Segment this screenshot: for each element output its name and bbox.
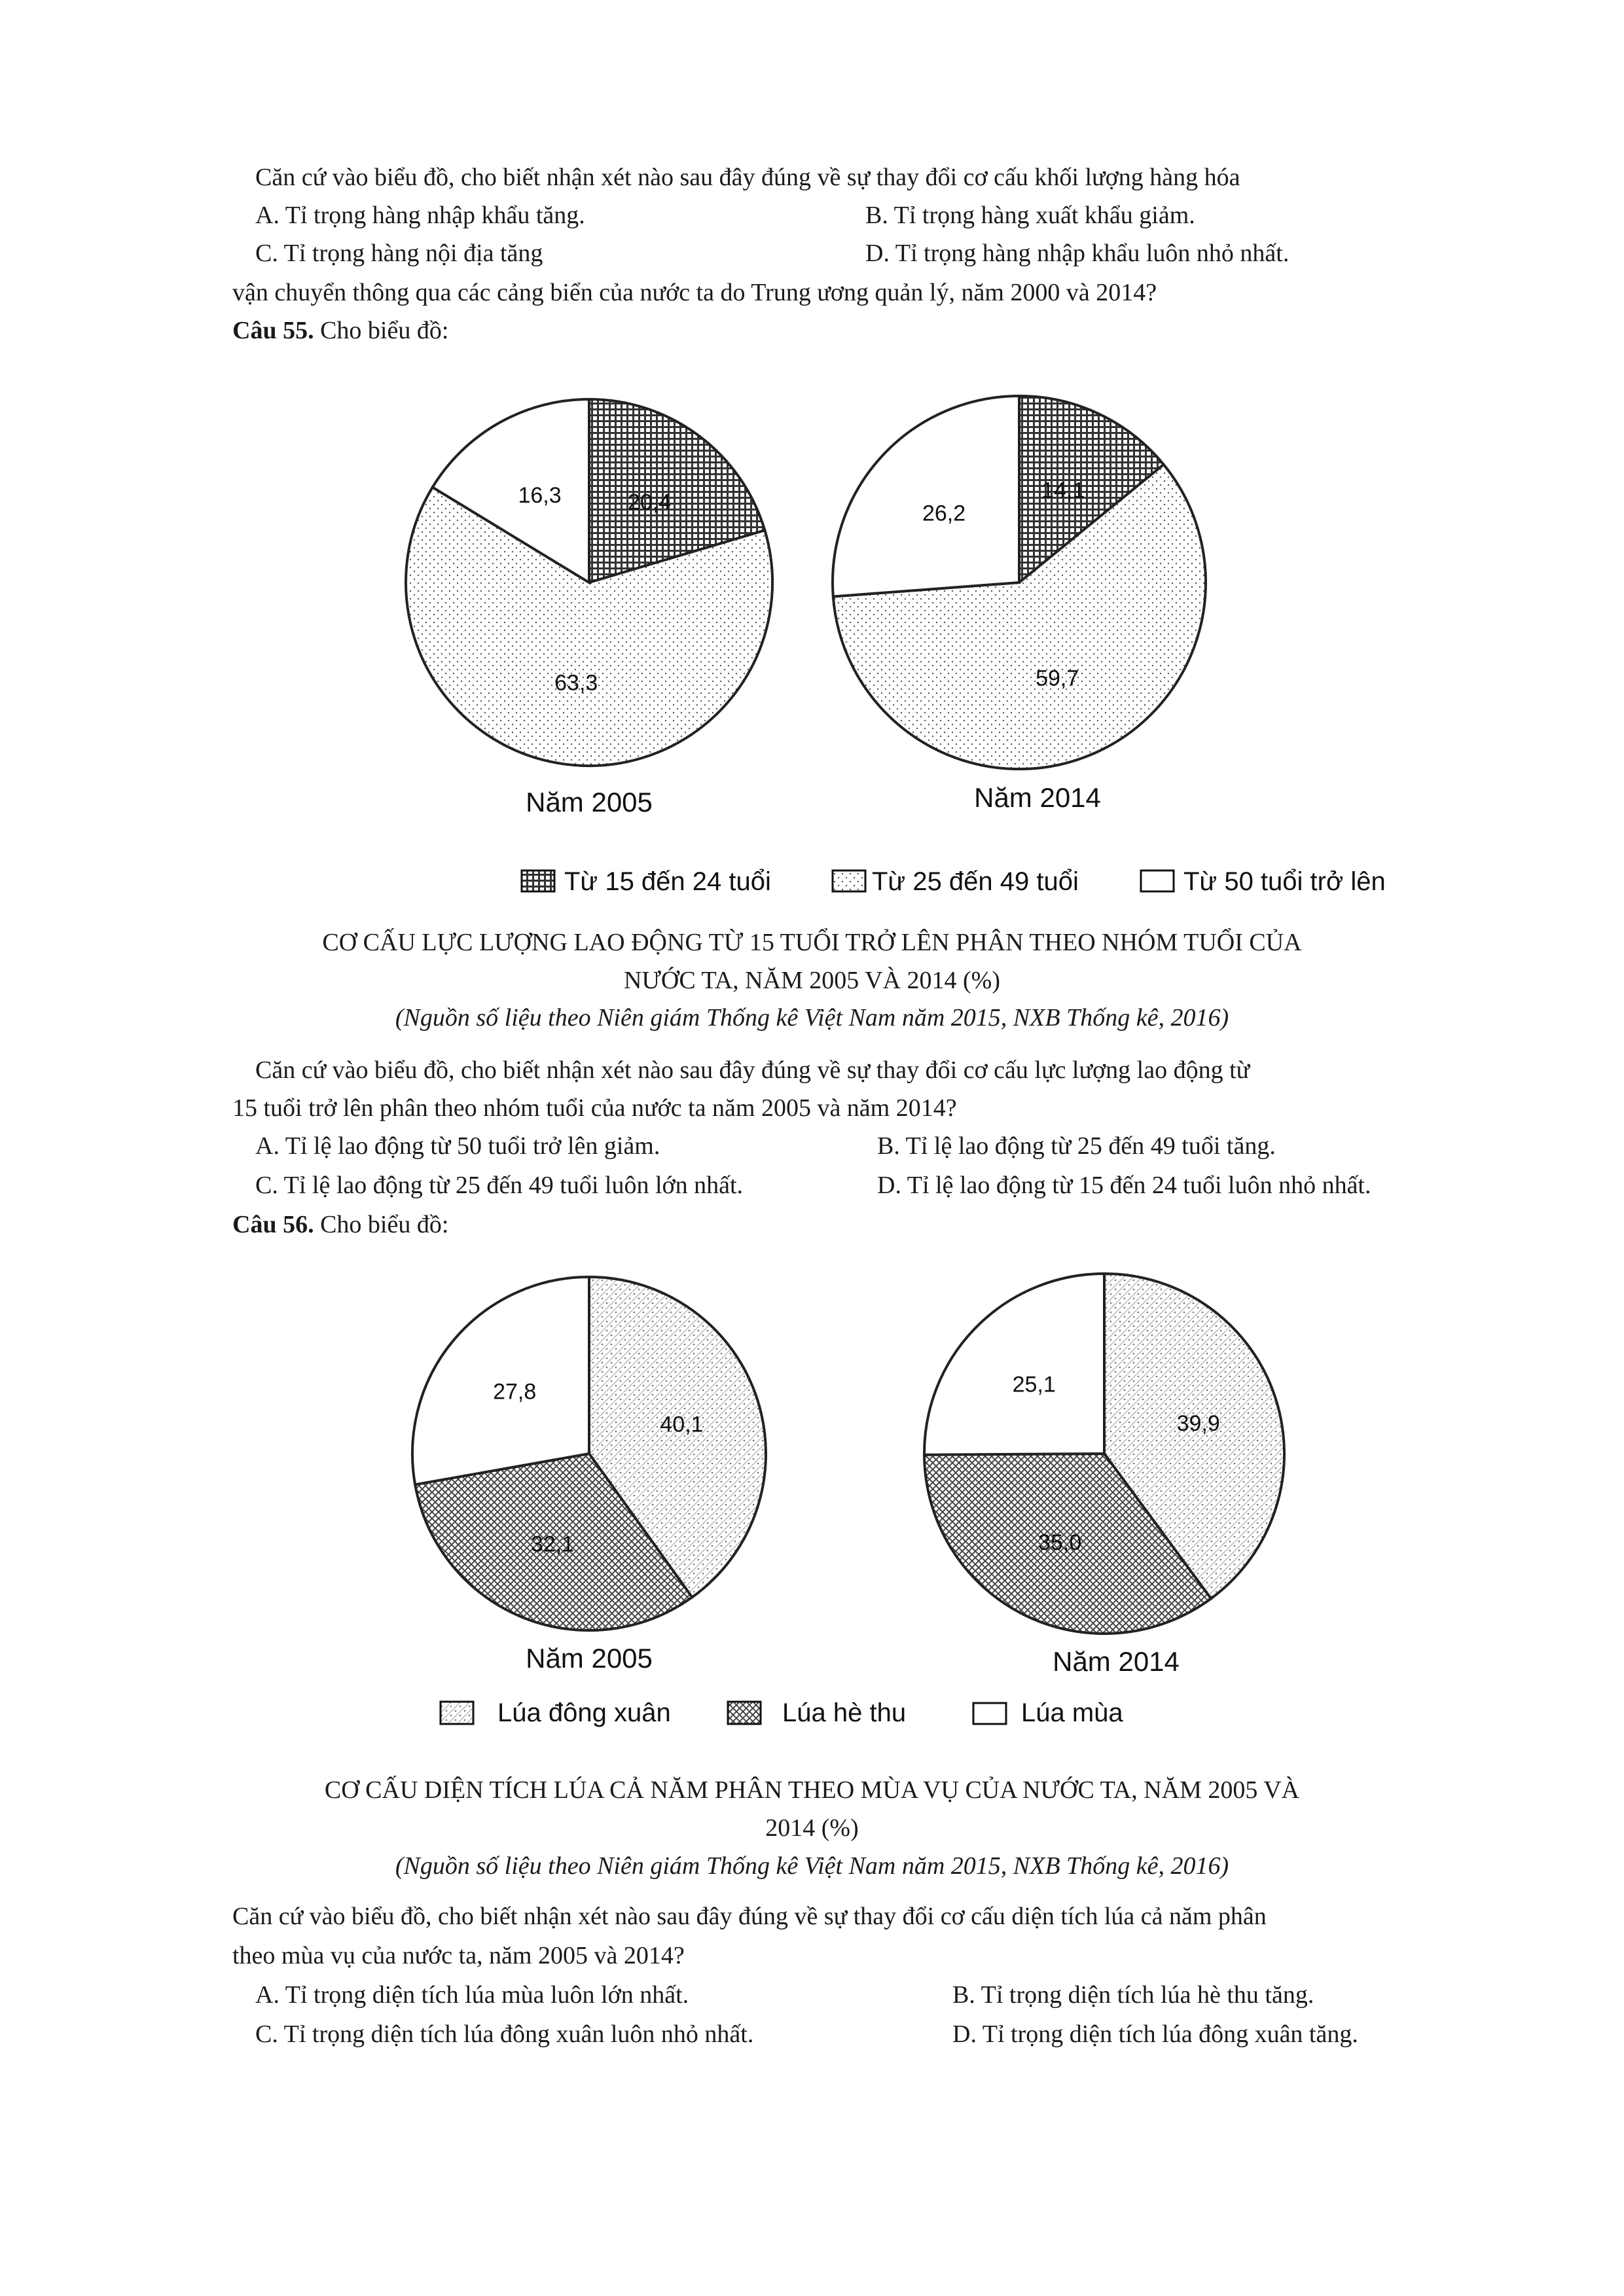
q56-2014-label-he-thu: 35,0	[1038, 1530, 1082, 1556]
legend-label-dong-xuan: Lúa đông xuân	[497, 1698, 671, 1727]
legend-label-15-24: Từ 15 đến 24 tuổi	[564, 867, 771, 896]
q56-pie-2014	[924, 1274, 1284, 1634]
q55-pie-2014	[833, 396, 1206, 769]
q55-option-b[interactable]: B. Tỉ lệ lao động từ 25 đến 49 tuổi tăng.	[877, 1132, 1276, 1160]
legend-swatch-dong-xuan	[441, 1702, 473, 1724]
q55-stem-line1: Căn cứ vào biểu đồ, cho biết nhận xét nào sau đây đúng về sự thay đổi cơ cấu lực lượng lao động từ	[255, 1056, 1250, 1084]
q56-source: (Nguồn số liệu theo Niên giám Thống kê Việt Nam năm 2015, NXB Thống kê, 2016)	[395, 1852, 1229, 1880]
q55-pie-2014-caption: Năm 2014	[974, 782, 1101, 813]
q56-option-c[interactable]: C. Tỉ trọng diện tích lúa đông xuân luôn nhỏ nhất.	[255, 2020, 754, 2048]
q55-option-a[interactable]: A. Tỉ lệ lao động từ 50 tuổi trở lên giảm.	[255, 1132, 660, 1160]
legend-swatch-15-24	[522, 870, 554, 891]
q55-stem-line2: 15 tuổi trở lên phân theo nhóm tuổi của nước ta năm 2005 và năm 2014?	[232, 1094, 957, 1122]
q56-option-a[interactable]: A. Tỉ trọng diện tích lúa mùa luôn lớn nhất.	[255, 1981, 689, 2009]
prev-option-b[interactable]: B. Tỉ trọng hàng xuất khẩu giảm.	[865, 202, 1195, 229]
prev-option-c[interactable]: C. Tỉ trọng hàng nội địa tăng	[255, 240, 543, 267]
q56-pie-2014-caption: Năm 2014	[1053, 1646, 1180, 1677]
q56-2014-slice-mua	[924, 1274, 1104, 1455]
prev-stem-line1: Căn cứ vào biểu đồ, cho biết nhận xét nào sau đây đúng về sự thay đổi cơ cấu khối lượng hàng hóa	[255, 164, 1240, 191]
q56-2014-label-dong-xuan: 39,9	[1176, 1410, 1220, 1436]
q55-title-line1: CƠ CẤU LỰC LƯỢNG LAO ĐỘNG TỪ 15 TUỔI TRỞ LÊN PHÂN THEO NHÓM TUỔI CỦA	[322, 929, 1302, 956]
q55-legend	[522, 867, 1386, 896]
q55-2014-label-50-plus: 26,2	[922, 501, 966, 526]
q56-option-b[interactable]: B. Tỉ trọng diện tích lúa hè thu tăng.	[952, 1981, 1314, 2009]
legend-label-50-plus: Từ 50 tuổi trở lên	[1183, 867, 1386, 896]
q56-2005-label-he-thu: 32,1	[530, 1532, 575, 1557]
q56-pie-2005-caption: Năm 2005	[526, 1643, 653, 1674]
q56-heading	[232, 1210, 448, 1240]
prev-option-d[interactable]: D. Tỉ trọng hàng nhập khẩu luôn nhỏ nhất.	[865, 240, 1290, 267]
q56-number: Câu 56.	[232, 1211, 314, 1238]
q55-option-d[interactable]: D. Tỉ lệ lao động từ 15 đến 24 tuổi luôn nhỏ nhất.	[877, 1172, 1371, 1199]
q56-pie-2005	[412, 1277, 766, 1630]
q56-legend	[441, 1698, 1123, 1727]
q55-2014-label-15-24: 14,1	[1041, 478, 1085, 503]
q55-pie-2005	[406, 399, 772, 766]
q55-number: Câu 55.	[232, 317, 314, 344]
legend-swatch-he-thu	[728, 1702, 761, 1724]
q55-2005-label-15-24: 20,4	[627, 490, 672, 515]
legend-swatch-25-49	[833, 870, 865, 891]
q56-chart	[0, 1257, 1624, 1767]
q55-title-line2: NƯỚC TA, NĂM 2005 VÀ 2014 (%)	[624, 967, 1000, 994]
q55-heading	[232, 315, 448, 346]
q55-chart	[0, 367, 1624, 916]
q55-2014-label-25-49: 59,7	[1036, 666, 1079, 691]
q56-title-line2: 2014 (%)	[765, 1814, 859, 1842]
q56-option-d[interactable]: D. Tỉ trọng diện tích lúa đông xuân tăng.	[952, 2020, 1358, 2048]
q55-2005-label-50-plus: 16,3	[518, 482, 562, 508]
q56-2005-label-dong-xuan: 40,1	[660, 1412, 704, 1437]
q56-2005-label-mua: 27,8	[493, 1379, 537, 1405]
q55-source: (Nguồn số liệu theo Niên giám Thống kê Việt Nam năm 2015, NXB Thống kê, 2016)	[395, 1004, 1229, 1031]
legend-swatch-mua	[973, 1703, 1006, 1724]
prev-option-a[interactable]: A. Tỉ trọng hàng nhập khẩu tăng.	[255, 202, 585, 229]
q56-intro: Cho biểu đồ:	[314, 1211, 449, 1238]
q55-pie-2005-caption: Năm 2005	[526, 787, 653, 817]
legend-label-25-49: Từ 25 đến 49 tuổi	[872, 867, 1079, 896]
q55-2005-label-25-49: 63,3	[554, 670, 598, 696]
q55-2014-slice-50-plus	[833, 396, 1019, 596]
q55-option-c[interactable]: C. Tỉ lệ lao động từ 25 đến 49 tuổi luôn lớn nhất.	[255, 1172, 744, 1199]
legend-label-mua: Lúa mùa	[1021, 1698, 1123, 1727]
q56-stem-line2: theo mùa vụ của nước ta, năm 2005 và 2014?	[232, 1942, 685, 1969]
legend-swatch-50-plus	[1141, 870, 1174, 891]
q56-2014-label-mua: 25,1	[1012, 1372, 1056, 1397]
prev-stem-line2: vận chuyển thông qua các cảng biển của nước ta do Trung ương quản lý, năm 2000 và 2014?	[232, 279, 1157, 306]
q56-stem-line1: Căn cứ vào biểu đồ, cho biết nhận xét nào sau đây đúng về sự thay đổi cơ cấu diện tích lúa cả năm phân	[232, 1903, 1267, 1930]
legend-label-he-thu: Lúa hè thu	[782, 1698, 907, 1727]
q56-title-line1: CƠ CẤU DIỆN TÍCH LÚA CẢ NĂM PHÂN THEO MÙA VỤ CỦA NƯỚC TA, NĂM 2005 VÀ	[324, 1776, 1300, 1804]
q55-intro: Cho biểu đồ:	[314, 317, 449, 344]
